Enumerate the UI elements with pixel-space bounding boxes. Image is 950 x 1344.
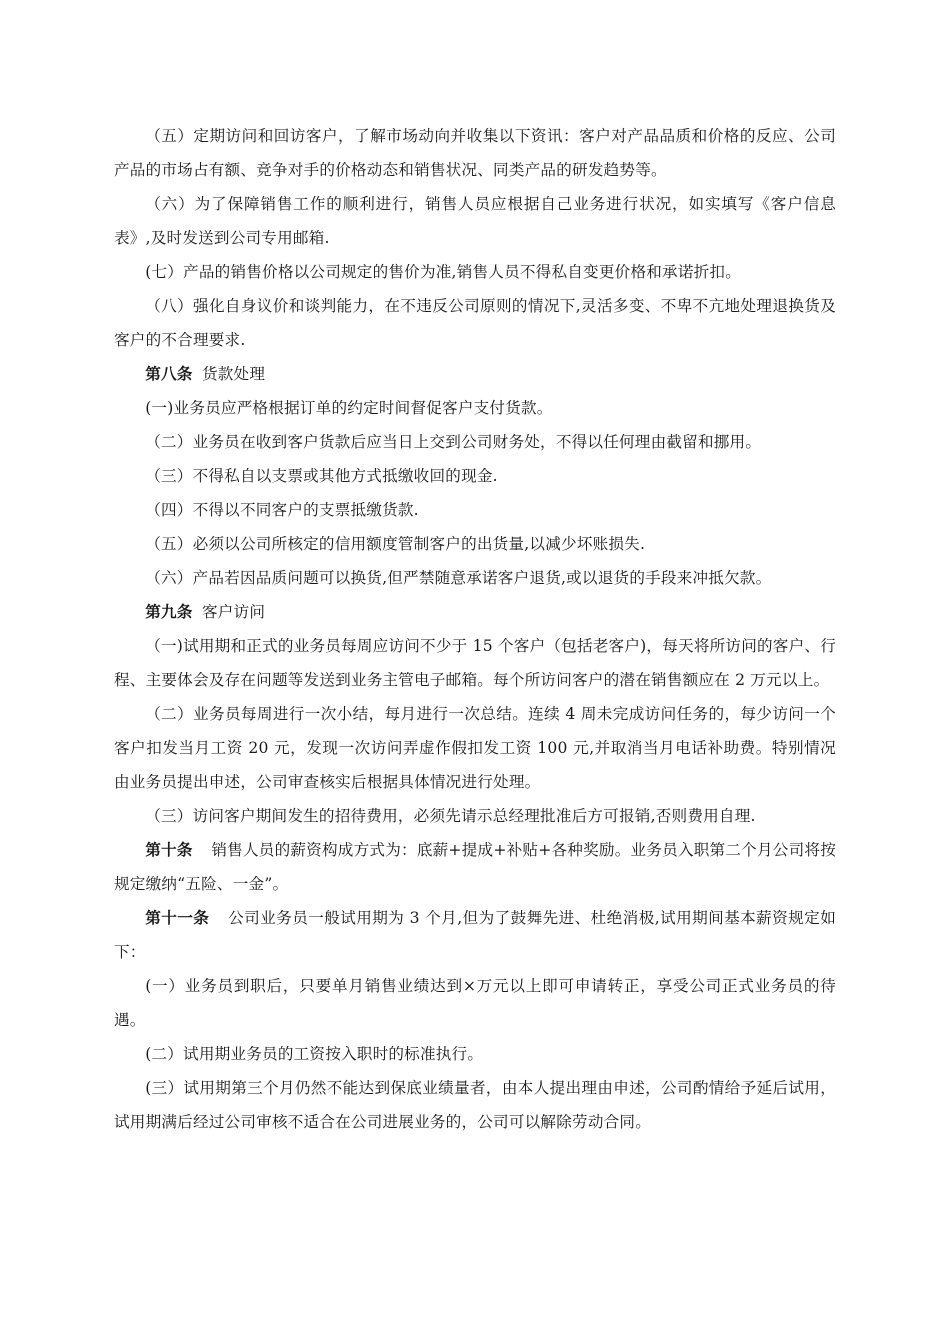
article-11-item-3: (三）试用期第三个月仍然不能达到保底业绩量者，由本人提出理由申述，公司酌情给予延后试用，试用期满后经过公司审核不适合在公司进展业务的，公司可以解除劳动合同。 <box>114 1079 836 1131</box>
article-8-item-6: （六）产品若因品质问题可以换货,但严禁随意承诺客户退货,或以退货的手段来冲抵欠款。 <box>145 569 772 587</box>
article-8-item-2: （二）业务员在收到客户货款后应当日上交到公司财务处，不得以任何理由截留和挪用。 <box>145 433 762 451</box>
article-9-item-3: （三）访问客户期间发生的招待费用，必须先请示总经理批准后方可报销,否则费用自理. <box>145 807 756 825</box>
article-9-heading <box>114 595 836 629</box>
article-8-heading <box>114 357 836 391</box>
paragraph-item-8: （八）强化自身议价和谈判能力，在不违反公司原则的情况下,灵活多变、不卑不亢地处理退换货及客户的不合理要求. <box>114 297 836 349</box>
document-page <box>114 119 836 1139</box>
article-11 <box>114 901 836 969</box>
article-10-text: 销售人员的薪资构成方式为：底薪+提成+补贴+各种奖励。业务员入职第二个月公司将按规定缴纳“五险、一金”。 <box>114 841 836 893</box>
article-8-item-4: （四）不得以不同客户的支票抵缴货款. <box>145 501 419 519</box>
paragraph-item-5: （五）定期访问和回访客户，了解市场动向并收集以下资讯：客户对产品品质和价格的反应、公司产品的市场占有额、竞争对手的价格动态和销售状况、同类产品的研发趋势等。 <box>114 127 836 179</box>
article-10 <box>114 833 836 901</box>
article-11-title: 第十一条 <box>145 908 210 927</box>
paragraph-item-7: (七）产品的销售价格以公司规定的售价为准,销售人员不得私自变更价格和承诺折扣。 <box>145 263 741 281</box>
article-8-item-3: （三）不得私自以支票或其他方式抵缴收回的现金. <box>145 467 498 485</box>
article-8-item-1: (一)业务员应严格根据订单的约定时间督促客户支付货款。 <box>145 399 553 417</box>
article-10-title: 第十条 <box>145 840 193 859</box>
article-11-item-2: (二）试用期业务员的工资按入职时的标准执行。 <box>145 1045 484 1063</box>
article-8-subject: 货款处理 <box>201 365 266 383</box>
paragraph-item-6: （六）为了保障销售工作的顺利进行，销售人员应根据自己业务进行状况，如实填写《客户信息表》,及时发送到公司专用邮箱. <box>114 195 836 247</box>
article-9-subject: 客户访问 <box>201 603 266 621</box>
article-8-title: 第八条 <box>145 364 193 383</box>
article-11-item-1: (一）业务员到职后，只要单月销售业绩达到×万元以上即可申请转正，享受公司正式业务员的待遇。 <box>114 977 836 1029</box>
article-8-item-5: （五）必须以公司所核定的信用额度管制客户的出货量,以减少坏账损失. <box>145 535 646 553</box>
article-9-title: 第九条 <box>145 602 193 621</box>
article-9-item-2: （二）业务员每周进行一次小结，每月进行一次总结。连续 4 周未完成访问任务的，每少访问一个客户扣发当月工资 20 元，发现一次访问弄虚作假扣发工资 100 元,并取消当月电话补助费。特别情况由业务员提出申述，公司审查核实后根据具体情况进行处理。 <box>114 705 836 791</box>
article-11-text: 公司业务员一般试用期为 3 个月,但为了鼓舞先进、杜绝消极,试用期间基本薪资规定如下： <box>114 909 836 961</box>
article-9-item-1: （一)试用期和正式的业务员每周应访问不少于 15 个客户（包括老客户)，每天将所访问的客户、行程、主要体会及存在问题等发送到业务主管电子邮箱。每个所访问客户的潜在销售额应在 2 万元以上。 <box>114 637 836 689</box>
